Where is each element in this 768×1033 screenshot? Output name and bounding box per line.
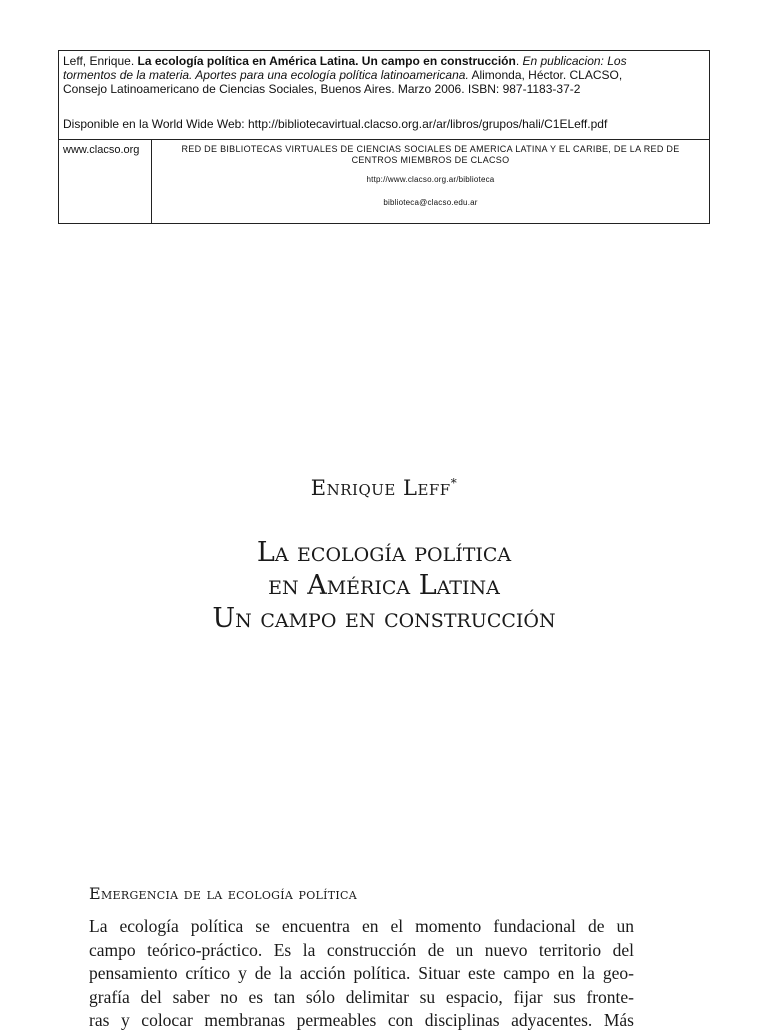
- body-line-3: pensamiento crítico y de la acción política. Situar este campo en la geo-: [89, 963, 634, 983]
- citation-book-title: tormentos de la materia. Aportes para una ecología política latinoamericana.: [63, 68, 469, 82]
- author-footnote-mark: *: [450, 476, 458, 490]
- section-heading: Emergencia de la ecología política: [89, 884, 358, 903]
- citation-title: La ecología política en América Latina. Un campo en construcción: [137, 54, 516, 68]
- article-title: [0, 536, 768, 635]
- title-line-2: en América Latina: [268, 570, 500, 601]
- body-line-2: campo teórico-práctico. Es la construcción de un nuevo territorio del: [89, 939, 634, 960]
- citation-reference: [59, 51, 709, 140]
- library-email-link[interactable]: biblioteca@clacso.edu.ar: [383, 198, 478, 207]
- network-name: RED DE BIBLIOTECAS VIRTUALES DE CIENCIAS SOCIALES DE AMERICA LATINA Y EL CARIBE, DE LA RED DE CENTROS MIEMBROS DE CLACSO: [181, 144, 680, 165]
- library-footer: [59, 140, 709, 223]
- title-line-3: Un campo en construcción: [212, 603, 556, 634]
- body-paragraph: [89, 915, 634, 1033]
- citation-author: Leff, Enrique.: [63, 54, 135, 68]
- citation-available-link[interactable]: Disponible en la World Wide Web: http://bibliotecavirtual.clacso.org.ar/ar/libros/grupos/hali/C1ELeff.pdf: [63, 117, 608, 131]
- citation-editor: Alimonda, Héctor. CLACSO,: [471, 68, 623, 82]
- author-name: [0, 476, 768, 500]
- title-line-1: La ecología política: [256, 537, 512, 568]
- citation-publisher: Consejo Latinoamericano de Ciencias Sociales, Buenos Aires. Marzo 2006. ISBN: 987-1183-37-2: [63, 82, 581, 96]
- body-line-4: grafía del saber no es tan sólo delimitar su espacio, fijar sus fronte-: [89, 986, 634, 1007]
- citation-in-prefix: En publicacion: Los: [522, 54, 627, 68]
- author-text: Enrique Leff: [310, 476, 451, 500]
- body-line-5: ras y colocar membranas permeables con disciplinas adyacentes. Más: [89, 1010, 634, 1030]
- citation-line-1: Leff, Enrique. La ecología política en América Latina. Un campo en construcción. En publicacion: Los: [63, 54, 627, 68]
- clacso-site-link[interactable]: www.clacso.org: [59, 140, 152, 223]
- body-line-1: La ecología política se encuentra en el momento fundacional de un: [89, 916, 634, 936]
- citation-line-2: [63, 68, 705, 82]
- library-network: [152, 140, 709, 223]
- citation-box: [58, 50, 710, 224]
- library-url-link[interactable]: http://www.clacso.org.ar/biblioteca: [366, 175, 495, 184]
